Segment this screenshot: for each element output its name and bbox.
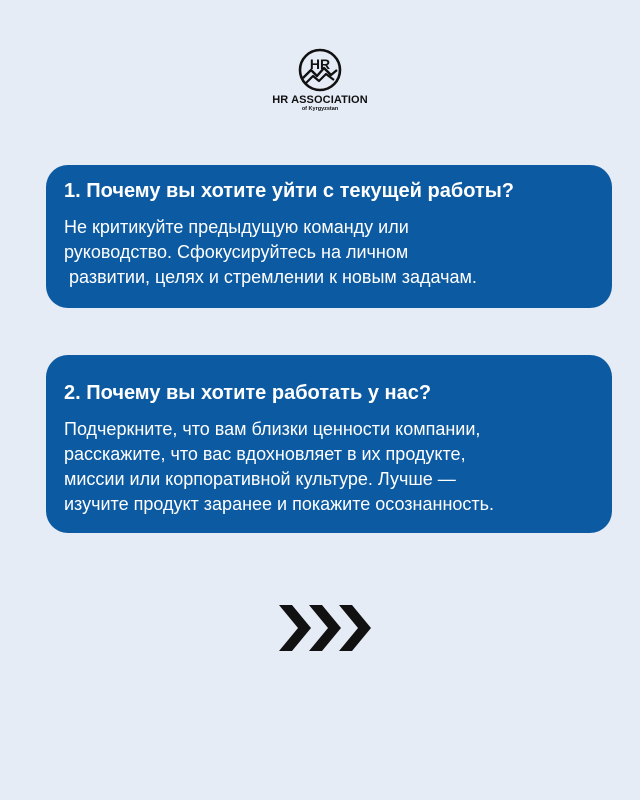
brand-logo [0, 48, 640, 113]
hr-mountain-logo-icon [298, 48, 342, 92]
answer-line: Не критикуйте предыдущую команду или [64, 217, 409, 237]
logo-mark: HR [309, 56, 331, 72]
answer-line: развитии, целях и стремлении к новым задачам. [64, 267, 477, 287]
answer-line: Подчеркните, что вам близки ценности компании, [64, 419, 481, 439]
next-slide-indicator [279, 605, 371, 656]
logo-name: HR ASSOCIATION [272, 94, 368, 106]
answer-line: руководство. Сфокусируйтесь на личном [64, 242, 409, 262]
question-title: 2. Почему вы хотите работать у нас? [64, 382, 432, 404]
question-card-1 [46, 165, 612, 308]
question-answer [64, 215, 594, 290]
triple-chevron-right-icon [279, 605, 371, 651]
question-answer [64, 417, 594, 517]
answer-line: изучите продукт заранее и покажите осознанность. [64, 494, 495, 514]
question-card-2 [46, 355, 612, 533]
logo-subtitle: of Kyrgyzstan [301, 106, 339, 112]
question-title: 1. Почему вы хотите уйти с текущей работы? [64, 180, 514, 202]
answer-line: расскажите, что вас вдохновляет в их продукте, [64, 444, 466, 464]
answer-line: миссии или корпоративной культуре. Лучше — [64, 469, 456, 489]
